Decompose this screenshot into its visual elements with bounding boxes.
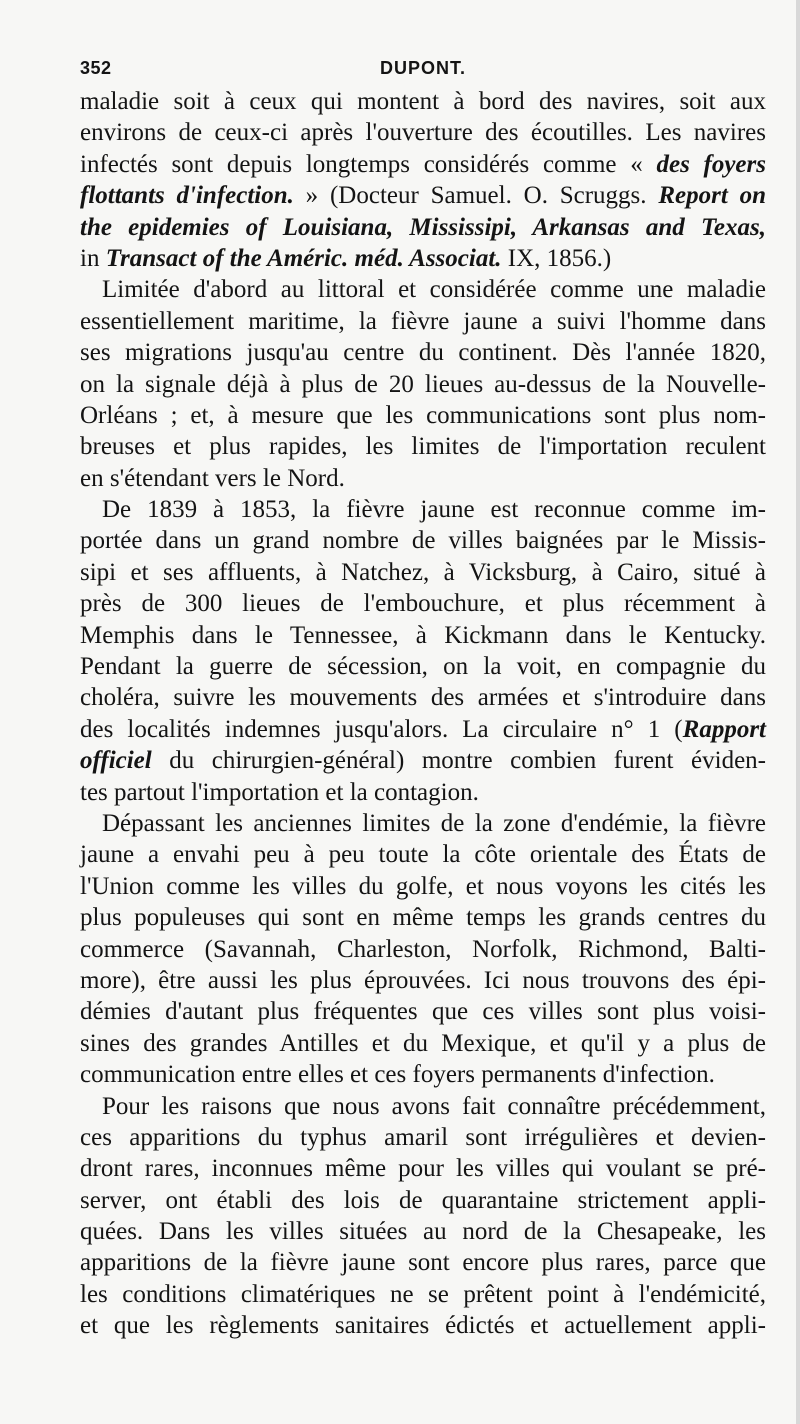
text-line bbox=[80, 557, 766, 588]
text-line bbox=[80, 243, 766, 274]
text-segment: in bbox=[80, 244, 106, 272]
text-segment: ces apparitions du typhus amaril sont irrégulières et devien- bbox=[80, 1123, 766, 1151]
text-segment: essentiellement maritime, la fièvre jaune a suivi l'homme dans bbox=[80, 307, 766, 335]
italic-segment: Transact of the Améric. méd. Associat. bbox=[105, 244, 502, 272]
text-segment: sipi et ses affluents, à Natchez, à Vicksburg, à Cairo, situé à bbox=[80, 558, 766, 586]
text-line bbox=[80, 996, 766, 1027]
text-line bbox=[80, 808, 766, 839]
text-segment: IX, 1856.) bbox=[501, 244, 612, 272]
text-segment: Limitée d'abord au littoral et considérée comme une maladie bbox=[102, 276, 766, 304]
text-segment: Pour les raisons que nous avons fait connaître précédemment, bbox=[102, 1092, 766, 1120]
text-segment: infectés sont depuis longtemps considérés comme « bbox=[80, 150, 657, 178]
text-segment: commerce (Savannah, Charleston, Norfolk, Richmond, Balti- bbox=[80, 935, 766, 963]
text-segment: quées. Dans les villes situées au nord de la Chesapeake, les bbox=[80, 1218, 766, 1246]
text-segment: portée dans un grand nombre de villes baignées par le Missis- bbox=[80, 527, 766, 555]
text-line bbox=[80, 494, 766, 525]
page-edge-shadow bbox=[796, 0, 800, 1424]
text-line bbox=[80, 117, 766, 148]
italic-segment: Report on bbox=[658, 182, 766, 210]
text-segment: des localités indemnes jusqu'alors. La circulaire n° 1 ( bbox=[80, 715, 683, 743]
text-segment: démies d'autant plus fréquentes que ces villes sont plus voisi- bbox=[80, 998, 766, 1026]
italic-segment: officiel bbox=[80, 747, 152, 775]
text-line bbox=[80, 1216, 766, 1247]
text-segment: De 1839 à 1853, la fièvre jaune est reconnue comme im- bbox=[102, 496, 766, 524]
text-line bbox=[80, 1279, 766, 1310]
text-segment: tes partout l'importation et la contagion. bbox=[80, 778, 479, 806]
text-line bbox=[80, 839, 766, 870]
text-segment: les conditions climatériques ne se prêtent point à l'endémicité, bbox=[80, 1280, 766, 1308]
text-line bbox=[80, 682, 766, 713]
text-line bbox=[80, 1059, 766, 1090]
text-line bbox=[80, 337, 766, 368]
text-segment: communication entre elles et ces foyers permanents d'infection. bbox=[80, 1061, 715, 1089]
book-page bbox=[80, 52, 766, 1342]
page-number: 352 bbox=[80, 58, 112, 78]
text-segment: more), être aussi les plus éprouvées. Ici nous trouvons des épi- bbox=[80, 966, 766, 994]
text-segment: Orléans ; et, à mesure que les communications sont plus nom- bbox=[80, 401, 766, 429]
text-segment: breuses et plus rapides, les limites de l'importation reculent bbox=[80, 433, 766, 461]
text-segment: Memphis dans le Tennessee, à Kickmann dans le Kentucky. bbox=[80, 621, 766, 649]
text-line bbox=[80, 274, 766, 305]
italic-segment: flottants d'infection. bbox=[80, 182, 294, 210]
text-segment: dront rares, inconnues même pour les villes qui voulant se pré- bbox=[80, 1155, 766, 1183]
text-segment: on la signale déjà à plus de 20 lieues au-dessus de la Nouvelle- bbox=[80, 370, 766, 398]
text-line bbox=[80, 934, 766, 965]
text-line bbox=[80, 588, 766, 619]
text-line bbox=[80, 1247, 766, 1278]
text-segment: choléra, suivre les mouvements des armées et s'introduire dans bbox=[80, 684, 766, 712]
text-segment: Dépassant les anciennes limites de la zone d'endémie, la fièvre bbox=[102, 809, 766, 837]
text-segment: sines des grandes Antilles et du Mexique, et qu'il y a plus de bbox=[80, 1029, 766, 1057]
text-line bbox=[80, 369, 766, 400]
text-segment: maladie soit à ceux qui montent à bord des navires, soit aux bbox=[80, 88, 766, 115]
text-line bbox=[80, 1028, 766, 1059]
text-line bbox=[80, 1091, 766, 1122]
text-segment: plus populeuses qui sont en même temps les grands centres du bbox=[80, 904, 766, 932]
text-line bbox=[80, 463, 766, 494]
text-segment: près de 300 lieues de l'embouchure, et plus récemment à bbox=[80, 590, 766, 618]
text-line bbox=[80, 965, 766, 996]
text-line bbox=[80, 431, 766, 462]
text-line bbox=[80, 1185, 766, 1216]
italic-segment: the epidemies of Louisiana, Mississipi, Arkansas and Texas, bbox=[80, 213, 766, 241]
text-line bbox=[80, 714, 766, 745]
text-line bbox=[80, 212, 766, 243]
text-line bbox=[80, 1153, 766, 1184]
text-line bbox=[80, 306, 766, 337]
text-line bbox=[80, 902, 766, 933]
running-header bbox=[80, 52, 766, 86]
italic-segment: des foyers bbox=[656, 150, 766, 178]
text-line bbox=[80, 651, 766, 682]
text-line bbox=[80, 400, 766, 431]
text-segment: et que les règlements sanitaires édictés et actuellement appli- bbox=[80, 1312, 766, 1340]
text-segment: du chirurgien-général) montre combien furent éviden- bbox=[151, 747, 766, 775]
text-line bbox=[80, 525, 766, 556]
text-line bbox=[80, 1310, 766, 1341]
text-segment: Pendant la guerre de sécession, on la voit, en compagnie du bbox=[80, 653, 766, 681]
text-line bbox=[80, 86, 766, 117]
text-line bbox=[80, 180, 766, 211]
text-line bbox=[80, 620, 766, 651]
text-line bbox=[80, 149, 766, 180]
running-title: DUPONT. bbox=[379, 58, 466, 78]
text-segment: ses migrations jusqu'au centre du continent. Dès l'année 1820, bbox=[80, 339, 766, 367]
italic-segment: Rapport bbox=[682, 715, 766, 743]
text-segment: en s'étendant vers le Nord. bbox=[80, 464, 345, 492]
text-segment: apparitions de la fièvre jaune sont encore plus rares, parce que bbox=[80, 1249, 766, 1277]
text-line bbox=[80, 745, 766, 776]
text-segment: » (Docteur Samuel. O. Scruggs. bbox=[293, 182, 659, 210]
text-segment: jaune a envahi peu à peu toute la côte orientale des États de bbox=[80, 841, 766, 869]
text-segment: l'Union comme les villes du golfe, et nous voyons les cités les bbox=[80, 872, 766, 900]
body-text bbox=[80, 86, 766, 1342]
text-line bbox=[80, 1122, 766, 1153]
text-segment: server, ont établi des lois de quarantaine strictement appli- bbox=[80, 1186, 766, 1214]
text-segment: environs de ceux-ci après l'ouverture des écoutilles. Les navires bbox=[80, 119, 766, 147]
text-line bbox=[80, 871, 766, 902]
text-line bbox=[80, 777, 766, 808]
